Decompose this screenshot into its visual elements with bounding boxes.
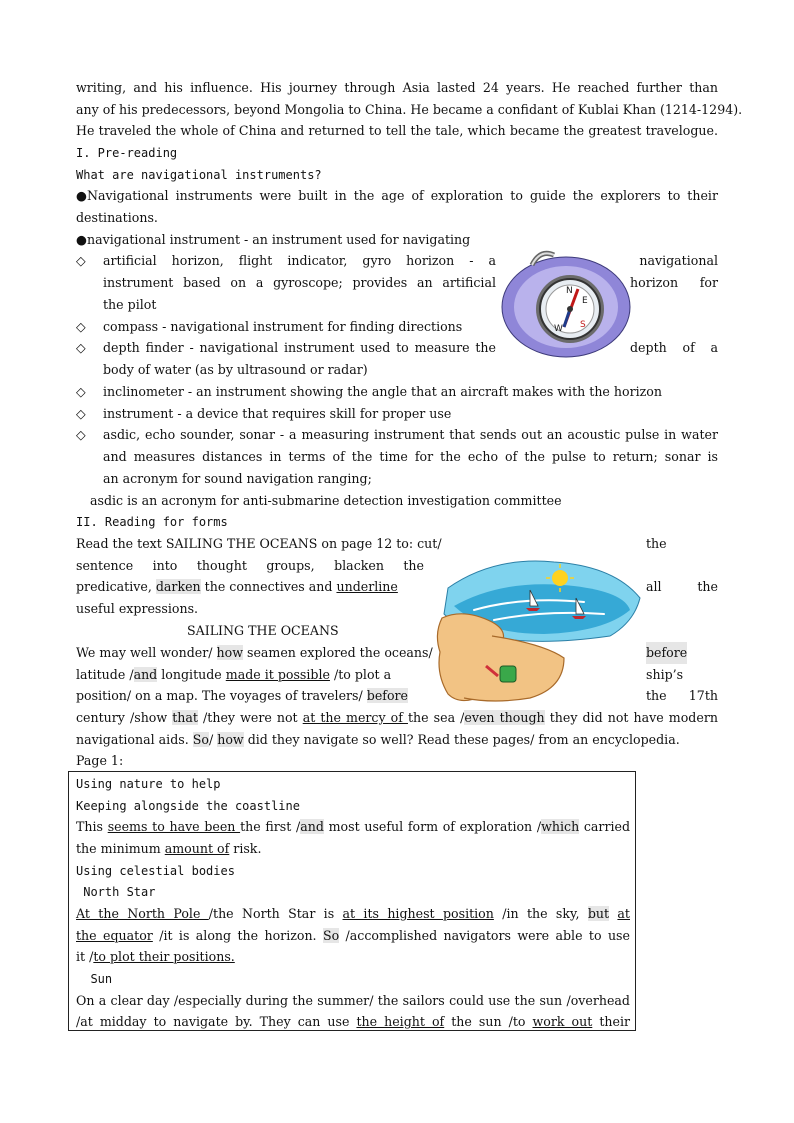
- text-span: their: [592, 1014, 630, 1029]
- text-span: /in the sky,: [493, 906, 588, 921]
- text-span: the sun /to: [444, 1014, 533, 1029]
- text-span: the first /: [240, 819, 301, 834]
- instruction-right: all the: [646, 579, 718, 594]
- list-item-text: and measures distances in terms of the time for the echo of the pulse to return; sonar is: [103, 449, 718, 464]
- underlined-phrase: amount of: [164, 841, 230, 856]
- blackened-word: which: [541, 819, 580, 834]
- section-heading-reading-forms: II. Reading for forms: [76, 515, 228, 529]
- list-item-text: the pilot: [103, 297, 157, 312]
- underlined-phrase: work out: [532, 1014, 593, 1029]
- intro-line: writing, and his influence. His journey through Asia lasted 24 years. He reached further than: [76, 80, 718, 95]
- compass-letter-w: W: [554, 324, 563, 334]
- box-subheading: Using celestial bodies: [76, 864, 235, 878]
- bullet-text: Navigational instruments were built in the age of exploration to guide the explorers to their: [87, 188, 718, 203]
- underlined-phrase: made it possible: [225, 667, 330, 682]
- text-span: the minimum: [76, 841, 165, 856]
- asdic-note: asdic is an acronym for anti-submarine detection investigation committee: [90, 493, 562, 508]
- list-item: [76, 337, 496, 359]
- diamond-symbol: ◇: [76, 384, 86, 399]
- compass-illustration: [496, 247, 632, 359]
- box-line: [76, 838, 261, 860]
- text-span: risk.: [229, 841, 262, 856]
- underline-word: underline: [336, 579, 398, 594]
- blackened-word: how: [217, 732, 244, 747]
- reading-line: [76, 707, 718, 729]
- reading-title: SAILING THE OCEANS: [187, 623, 339, 638]
- reading-right: before: [646, 642, 687, 664]
- box-line: [76, 903, 630, 925]
- text-span: did they navigate so well? Read these pages/ from an encyclopedia.: [243, 732, 680, 747]
- underlined-phrase: At the North Pole: [76, 906, 209, 921]
- section-heading-pre-reading: I. Pre-reading: [76, 146, 178, 160]
- text-span: /the North Star is: [208, 906, 343, 921]
- box-heading: Using nature to help: [76, 777, 221, 791]
- underlined-phrase: at its highest position: [342, 906, 494, 921]
- beach-illustration: [434, 548, 646, 708]
- pre-reading-question: What are navigational instruments?: [76, 168, 322, 182]
- text-span: /accomplished navigators were able to use: [339, 928, 630, 943]
- list-item-text-right: navigational: [639, 253, 718, 268]
- box-line: [76, 946, 235, 968]
- list-item-text: an acronym for sound navigation ranging;: [103, 471, 372, 486]
- box-line: [76, 816, 630, 838]
- text-span: /: [208, 732, 218, 747]
- bullet-symbol: ●: [76, 188, 87, 203]
- list-item-text: compass - navigational instrument for finding directions: [103, 319, 463, 334]
- list-item-text: instrument - a device that requires skill for proper use: [103, 406, 452, 421]
- blackened-word: before: [366, 688, 409, 703]
- text-span: This: [76, 819, 108, 834]
- box-subheading: North Star: [76, 885, 156, 899]
- text-span: predicative,: [76, 579, 156, 594]
- list-item-text: asdic, echo sounder, sonar - a measuring instrument that sends out an acoustic pulse in water: [103, 427, 718, 442]
- list-item: [76, 250, 496, 272]
- bullet-text: navigational instrument - an instrument used for navigating: [87, 232, 471, 247]
- page-1-box: [68, 771, 636, 1031]
- list-item-text: instrument based on a gyroscope; provides an artificial: [103, 275, 496, 290]
- diamond-symbol: ◇: [76, 427, 86, 442]
- text-span: latitude /: [76, 667, 134, 682]
- underlined-phrase: at the mercy of: [302, 710, 408, 725]
- darken-word: darken: [155, 579, 201, 594]
- blackened-word: and: [133, 667, 158, 682]
- text-span: longitude: [157, 667, 226, 682]
- text-span: century /show: [76, 710, 173, 725]
- box-subheading: Keeping alongside the coastline: [76, 799, 300, 813]
- text-span: /to plot a: [329, 667, 392, 682]
- text-span: it /: [76, 949, 94, 964]
- compass-letter-n: N: [566, 286, 573, 296]
- list-item-text: artificial horizon, flight indicator, gyro horizon - a: [103, 253, 496, 268]
- reading-line: [76, 642, 433, 664]
- text-span: they did not have modern: [544, 710, 718, 725]
- instruction-line: [76, 576, 398, 598]
- diamond-symbol: ◇: [76, 253, 86, 268]
- underlined-phrase: the equator: [76, 928, 153, 943]
- bullet-text-cont: destinations.: [76, 210, 158, 225]
- underlined-phrase: to plot their positions.: [93, 949, 235, 964]
- diamond-symbol: ◇: [76, 406, 86, 421]
- reading-line: [76, 685, 408, 707]
- reading-line: [76, 664, 391, 686]
- text-span: the connectives and: [200, 579, 337, 594]
- list-item-text-right: depth of a: [630, 340, 718, 355]
- blackened-word: that: [172, 710, 198, 725]
- list-item: [76, 381, 662, 403]
- box-line: [76, 1011, 630, 1033]
- text-span: We may well wonder/: [76, 645, 217, 660]
- intro-line: any of his predecessors, beyond Mongolia to China. He became a confidant of Kublai Khan (1214-1294).: [76, 102, 743, 117]
- text-span: seamen explored the oceans/: [242, 645, 433, 660]
- bullet-symbol: ●: [76, 232, 87, 247]
- instruction-line: Read the text SAILING THE OCEANS on page 12 to: cut/: [76, 536, 442, 551]
- list-item-text: depth finder - navigational instrument used to measure the: [103, 340, 496, 355]
- text-span: most useful form of exploration /: [323, 819, 542, 834]
- text-span: carried: [579, 819, 631, 834]
- instruction-line: sentence into thought groups, blacken the: [76, 558, 424, 573]
- blackened-word: even though: [464, 710, 545, 725]
- blackened-word: but: [587, 906, 610, 921]
- underlined-phrase: at: [617, 906, 630, 921]
- list-item: [76, 316, 462, 338]
- list-item: [76, 424, 718, 446]
- list-item-text: body of water (as by ultrasound or radar): [103, 362, 368, 377]
- reading-right: ship’s: [646, 667, 684, 682]
- box-line: [76, 925, 630, 947]
- box-line: On a clear day /especially during the summer/ the sailors could use the sun /overhead: [76, 993, 630, 1008]
- blackened-word: So: [192, 732, 209, 747]
- list-item-text-right: horizon for: [630, 275, 718, 290]
- text-span: the sea /: [407, 710, 465, 725]
- underlined-phrase: the height of: [356, 1014, 445, 1029]
- list-item-text: inclinometer - an instrument showing the angle that an aircraft makes with the horizon: [103, 384, 662, 399]
- diamond-symbol: ◇: [76, 319, 86, 334]
- page-label: Page 1:: [76, 753, 124, 768]
- text-span: navigational aids.: [76, 732, 193, 747]
- box-subheading: Sun: [76, 972, 113, 986]
- text-span: /they were not: [197, 710, 303, 725]
- blackened-word: So: [322, 928, 340, 943]
- instruction-line: useful expressions.: [76, 601, 199, 616]
- text-span: /at midday to navigate by. They can use: [76, 1014, 357, 1029]
- intro-line: He traveled the whole of China and returned to tell the tale, which became the greatest travelogue.: [76, 123, 718, 138]
- list-item: [76, 403, 451, 425]
- instruction-right: the: [646, 536, 667, 551]
- text-span: /it is along the horizon.: [152, 928, 323, 943]
- bullet-line: [76, 229, 470, 251]
- compass-letter-s: S: [580, 320, 586, 330]
- blackened-word: how: [216, 645, 243, 660]
- text-span: position/ on a map. The voyages of travelers/: [76, 688, 367, 703]
- reading-right: the 17th: [646, 688, 718, 703]
- blackened-word: and: [300, 819, 324, 834]
- underlined-phrase: seems to have been: [107, 819, 241, 834]
- compass-letter-e: E: [582, 296, 588, 306]
- bullet-line: [76, 185, 718, 207]
- diamond-symbol: ◇: [76, 340, 86, 355]
- reading-line: [76, 729, 680, 751]
